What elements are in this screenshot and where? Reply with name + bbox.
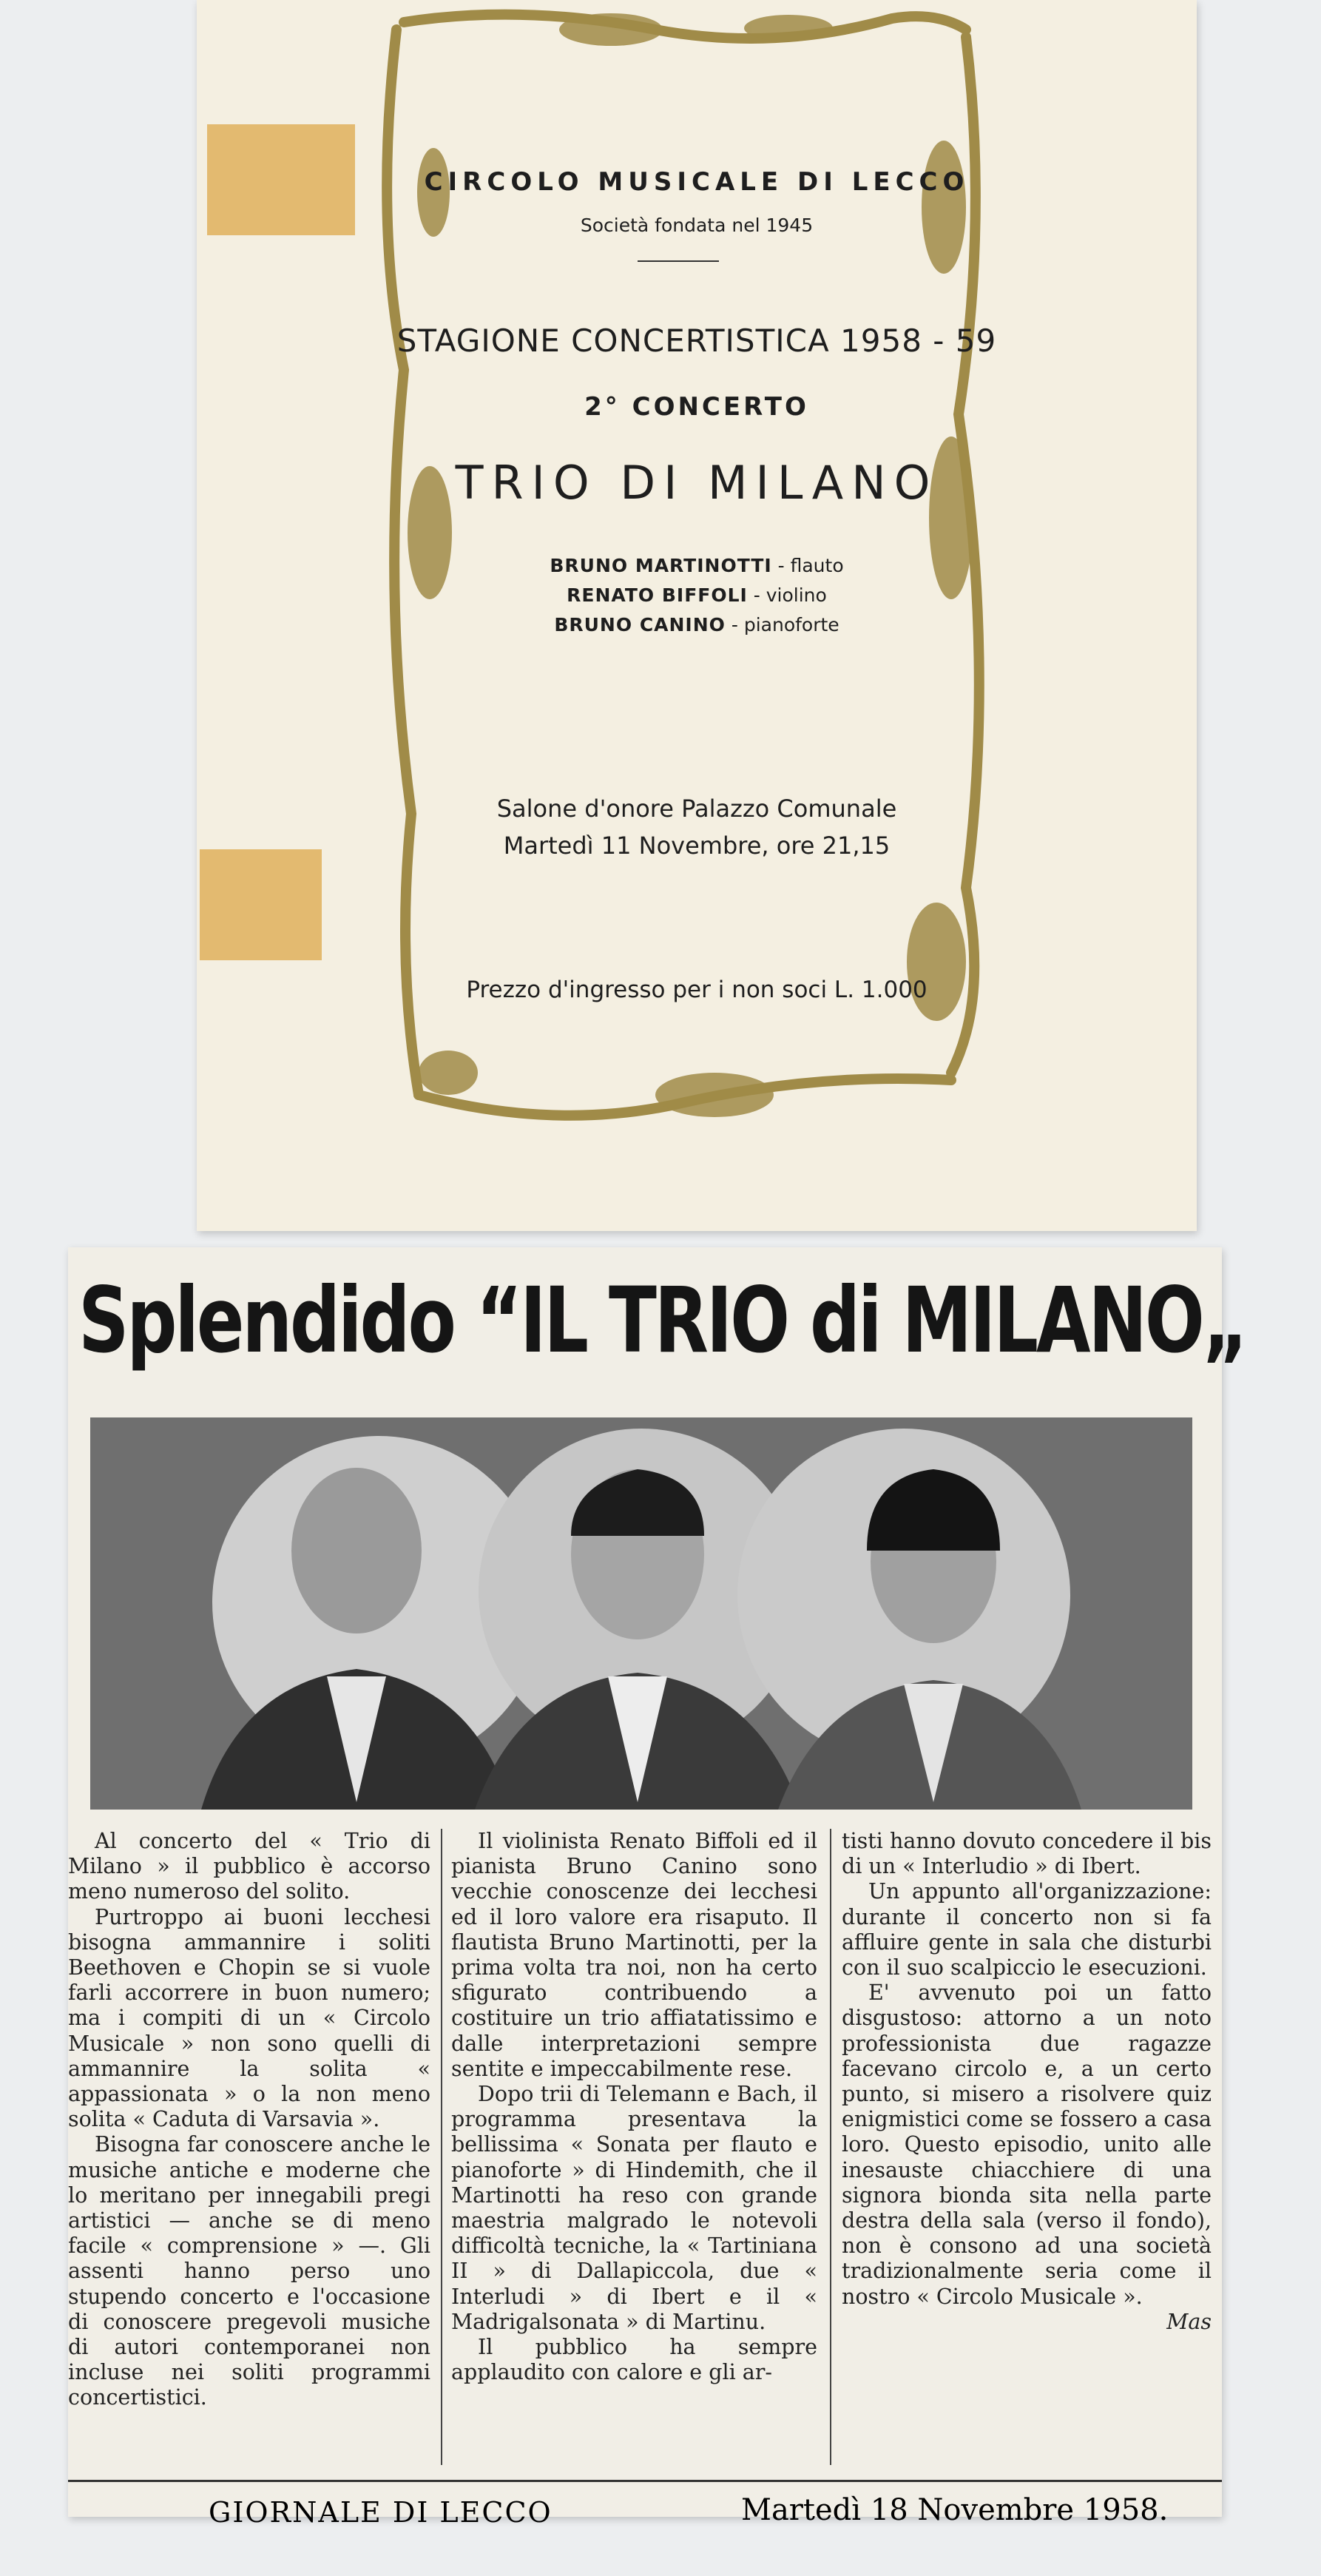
paragraph: Bisogna far conoscere anche le musiche antiche e moderne che lo meritano per innegabili pregi artistici — anche se di meno facile « comprensione » —. Gli assenti hanno perso uno stupendo concerto e l'occasione di conoscere pregevoli musiche di autori contemporanei non incluse nei soliti programmi concertistici.	[68, 2132, 430, 2410]
column-rule	[441, 1829, 442, 2465]
tape-strip	[200, 849, 322, 960]
paragraph: tisti hanno dovuto concedere il bis di un « Interludio » di Ibert.	[842, 1829, 1212, 1879]
article-column-1	[68, 1829, 430, 2411]
author-signature: Mas	[1166, 2309, 1212, 2334]
paragraph: Il pubblico ha sempre applaudito con calore e gli ar-	[451, 2335, 817, 2385]
publication-date: Martedì 18 Novembre 1958.	[741, 2493, 1169, 2527]
paragraph: Al concerto del « Trio di Milano » il pubblico è accorso meno numeroso del solito.	[68, 1829, 430, 1904]
column-rule	[830, 1829, 831, 2465]
ticket-price: Prezzo d'ingresso per i non soci L. 1.000	[466, 977, 928, 1003]
performer-instrument: - pianoforte	[725, 614, 839, 635]
season-title: STAGIONE CONCERTISTICA 1958 - 59	[396, 323, 997, 359]
paragraph: Il violinista Renato Biffoli ed il pianista Bruno Canino sono vecchie conoscenze dei lecchesi ed il loro valore era risaputo. Il flautista Bruno Martinotti, per la prima volta tra noi, non ha certo sfigurato contribuendo a costituire un trio affiatatissimo e dalle interpretazioni sempre sentite e impeccabilmente rese.	[451, 1829, 817, 2081]
performer-line	[197, 555, 1197, 576]
trio-photograph	[90, 1417, 1192, 1810]
newspaper-clipping	[68, 1247, 1247, 2529]
society-founded: Società fondata nel 1945	[580, 215, 814, 236]
concert-program-booklet	[197, 0, 1197, 1231]
headline: Splendido “IL TRIO di MILANO„	[78, 1268, 1247, 1373]
performer-line	[197, 584, 1197, 606]
performer-line	[197, 614, 1197, 635]
performer-instrument: - flauto	[771, 555, 844, 576]
article-column-3	[842, 1829, 1212, 2335]
concert-datetime: Martedì 11 Novembre, ore 21,15	[503, 832, 891, 860]
performer-name: BRUNO CANINO	[554, 614, 726, 635]
paragraph: Dopo trii di Telemann e Bach, il programma presentava la bellissima « Sonata per flauto e pianoforte » di Hindemith, che il Martinotti ha reso con grande maestria malgrado le notevoli difficoltà tecniche, la « Tartiniana II » di Dallapiccola, due « Interludi » di Ibert e il « Madrigalsonata » di Martinu.	[451, 2082, 817, 2334]
performer-name: BRUNO MARTINOTTI	[550, 555, 772, 576]
venue: Salone d'onore Palazzo Comunale	[496, 795, 897, 823]
concert-number: 2° CONCERTO	[584, 392, 809, 422]
performer-name: RENATO BIFFOLI	[567, 584, 748, 606]
divider	[638, 260, 719, 262]
paragraph: Un appunto all'organizzazione: durante il concerto non si fa affluire gente in sala che disturbi con il suo scalpiccio le esecuzioni.	[842, 1879, 1212, 1980]
club-name: CIRCOLO MUSICALE DI LECCO	[424, 167, 970, 197]
ensemble-name: TRIO DI MILANO	[455, 456, 939, 510]
article-column-2	[451, 1829, 817, 2385]
footer-rule	[68, 2480, 1222, 2482]
newspaper-name: GIORNALE DI LECCO	[209, 2496, 553, 2529]
paragraph: Purtroppo ai buoni lecchesi bisogna ammannire i soliti Beethoven e Chopin se si vuole farli accorrere in buon numero; ma i compiti di un « Circolo Musicale » non sono quelli di ammannire la solita « appassionata » o la non meno solita « Caduta di Varsavia ».	[68, 1904, 430, 2132]
performer-instrument: - violino	[747, 584, 827, 606]
portrait-illustration	[90, 1417, 1192, 1810]
article-body	[68, 1829, 1222, 2465]
paragraph: E' avvenuto poi un fatto disgustoso: attorno a un noto professionista due ragazze facevano circolo e, a un certo punto, si misero a risolvere quiz enigmistici come se fossero a casa loro. Questo episodio, unito alle inesauste chiacchiere di una signora bionda sita nella parte destra della sala (verso il fondo), non è consono ad una società tradizionalmente seria come il nostro « Circolo Musicale ».	[842, 1980, 1212, 2309]
